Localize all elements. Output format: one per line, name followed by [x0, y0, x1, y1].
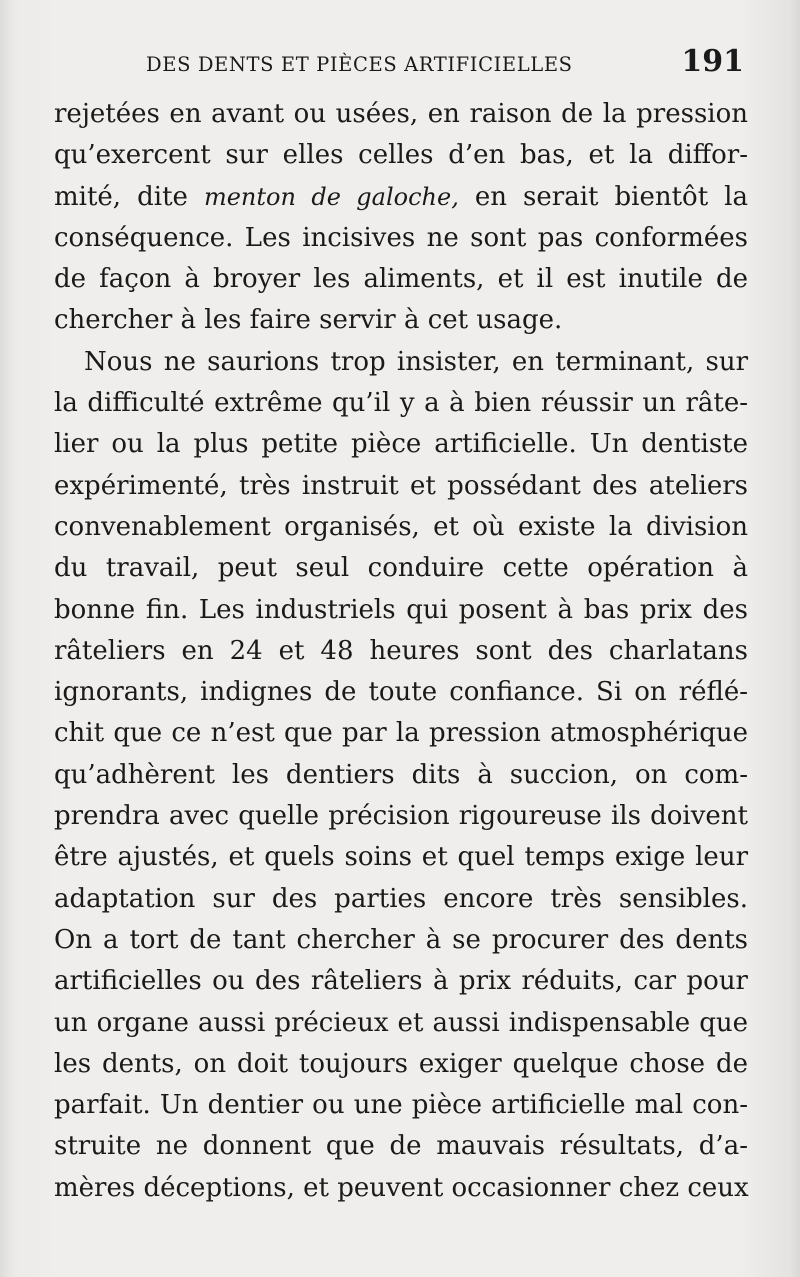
text-line: parfait. Un dentier ou une pièce artificielle mal con- [54, 1090, 748, 1121]
text-line: lier ou la plus petite pièce artificielle. Un dentiste [54, 429, 748, 460]
text-line: la difficulté extrême qu’il y a à bien réussir un râte- [54, 388, 748, 419]
text-segment: mité, dite [54, 181, 188, 212]
text-line: conséquence. Les incisives ne sont pas conformées [54, 222, 748, 253]
page-number: 191 [681, 44, 744, 79]
italic-term: menton de galoche, [203, 182, 459, 211]
text-line: chit que ce n’est que par la pression atmosphérique [54, 718, 748, 749]
text-line: qu’adhèrent les dentiers dits à succion, on com- [54, 759, 748, 790]
text-line: expérimenté, très instruit et possédant des ateliers [54, 470, 748, 501]
text-line: du travail, peut seul conduire cette opération à [54, 553, 748, 584]
text-line: râteliers en 24 et 48 heures sont des charlatans [54, 635, 748, 666]
text-line: prendra avec quelle précision rigoureuse ils doivent [54, 801, 748, 832]
paragraph-start-line: Nous ne saurions trop insister, en terminant, sur [84, 346, 748, 377]
text-line: mères déceptions, et peuvent occasionner chez ceux [54, 1172, 749, 1203]
text-line: être ajustés, et quels soins et quel temps exige leur [54, 842, 748, 873]
text-line: les dents, on doit toujours exiger quelque chose de [54, 1048, 748, 1079]
text-line: rejetées en avant ou usées, en raison de la pression [54, 99, 748, 129]
text-line: chercher à les faire servir à cet usage. [54, 305, 563, 336]
running-title: DES DENTS ET PIÈCES ARTIFICIELLES [146, 53, 573, 76]
text-segment: en serait bientôt la [474, 181, 749, 212]
text-line: adaptation sur des parties encore très sensibles. [54, 883, 748, 914]
body-text [54, 94, 748, 1209]
text-line: On a tort de tant chercher à se procurer des dents [54, 924, 748, 955]
running-head [146, 46, 744, 82]
text-line: ignorants, indignes de toute confiance. Si on réflé- [54, 677, 748, 708]
text-line: convenablement organisés, et où existe la division [54, 511, 748, 542]
text-line: qu’exercent sur elles celles d’en bas, et la diffor- [54, 140, 748, 171]
text-line [54, 177, 748, 218]
text-line: struite ne donnent que de mauvais résultats, d’a- [54, 1131, 748, 1162]
text-line: de façon à broyer les aliments, et il est inutile de [54, 264, 748, 295]
text-line: un organe aussi précieux et aussi indispensable que [54, 1007, 748, 1038]
text-line: artificielles ou des râteliers à prix réduits, car pour [54, 966, 748, 997]
text-line: bonne fin. Les industriels qui posent à bas prix des [54, 594, 748, 625]
